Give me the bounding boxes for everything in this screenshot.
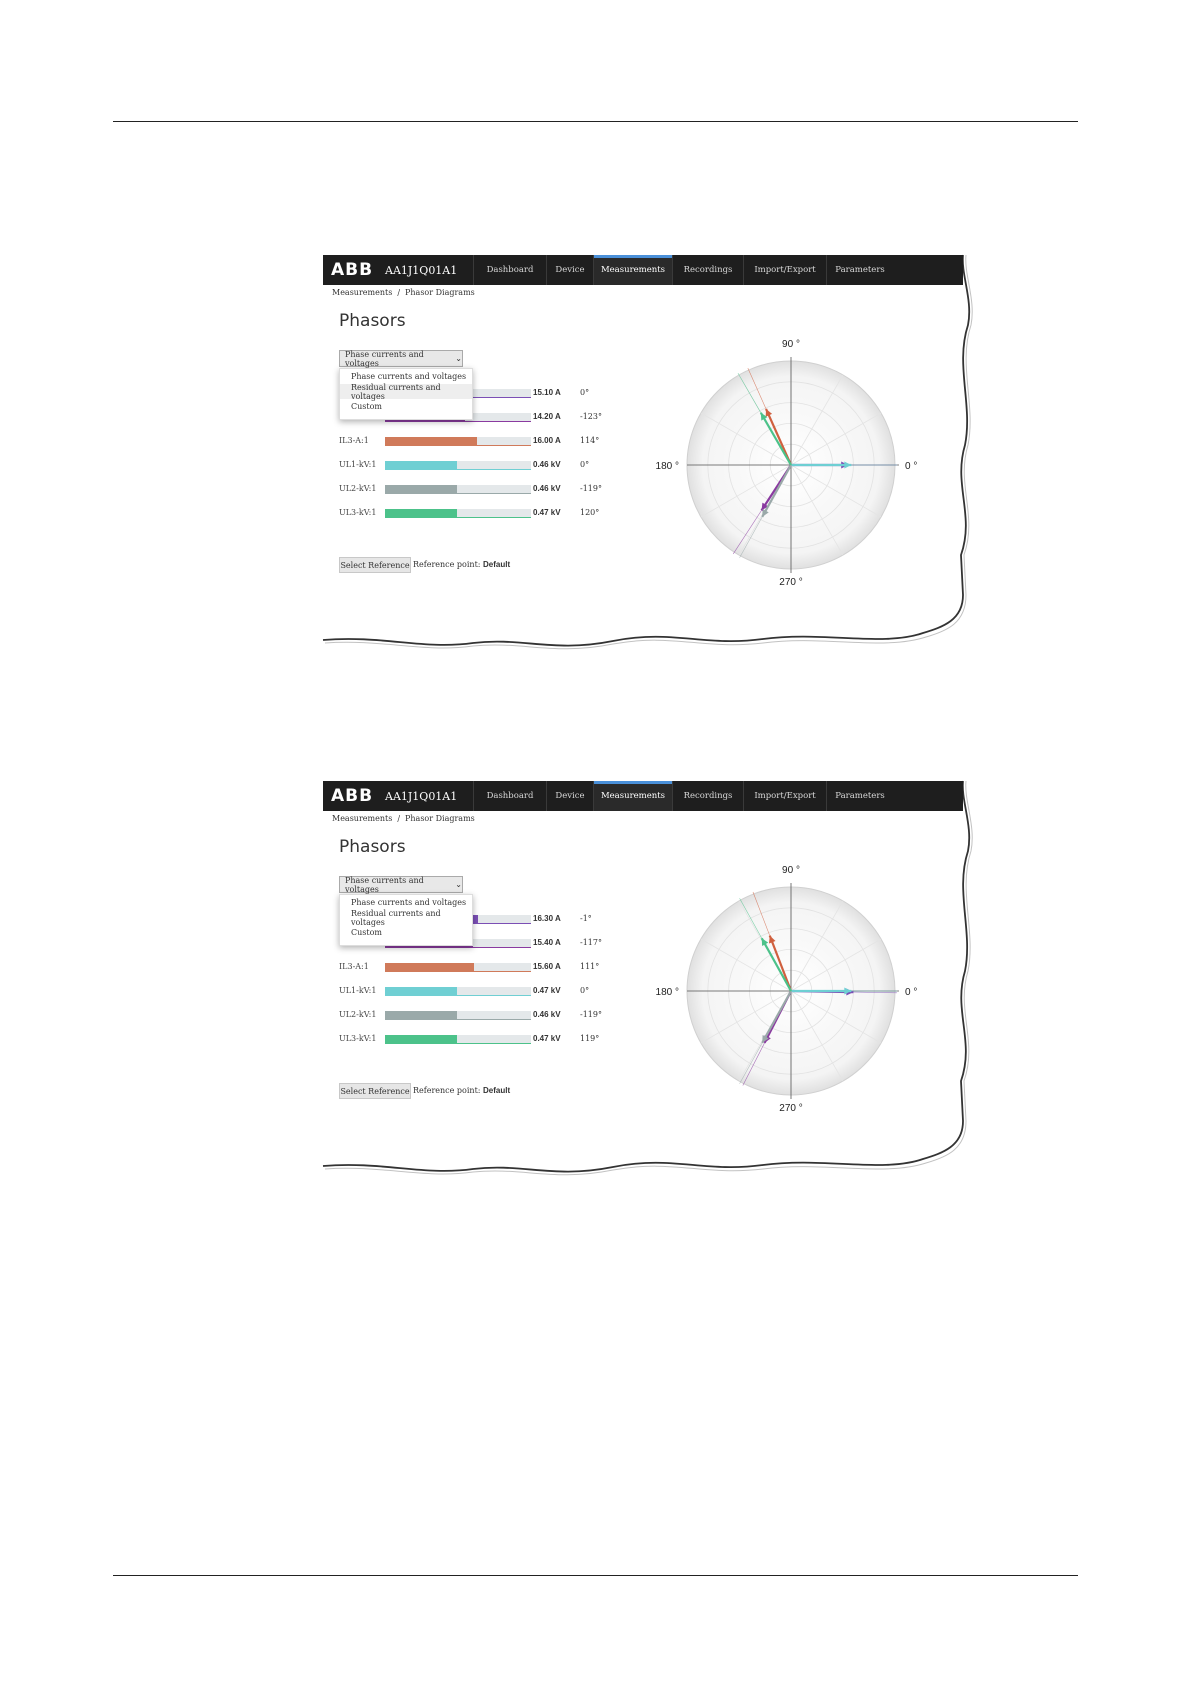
axis-label-180: 180 °	[655, 461, 679, 472]
measurement-value: 15.40 A	[533, 938, 561, 947]
axis-label-0: 0 °	[905, 461, 918, 472]
measurement-bar-fill	[385, 509, 457, 517]
measurement-angle: 0°	[580, 388, 590, 397]
breadcrumb-phasor-diagrams: Phasor Diagrams	[405, 814, 475, 823]
measurement-label: UL3-kV:1	[339, 508, 377, 517]
measurement-value: 15.60 A	[533, 962, 561, 971]
dropdown-menu	[339, 894, 473, 946]
measurement-row	[339, 434, 619, 448]
dropdown-menu	[339, 368, 473, 420]
axis-label-180: 180 °	[655, 987, 679, 998]
measurement-row	[339, 458, 619, 472]
dropdown-selected-value: Phase currents and voltages	[345, 875, 424, 894]
phasor-polar-chart	[653, 861, 953, 1121]
dropdown-option-custom[interactable]: Custom	[351, 402, 382, 411]
measurement-bar	[385, 461, 531, 470]
nav-tab-measurements[interactable]: Measurements	[593, 781, 672, 811]
measurement-value: 14.20 A	[533, 412, 561, 421]
measurement-label: UL2-kV:1	[339, 1010, 377, 1019]
measurement-value: 16.30 A	[533, 914, 561, 923]
measurement-value: 15.10 A	[533, 388, 561, 397]
breadcrumb	[332, 288, 475, 297]
phasor-polar-chart	[653, 335, 953, 595]
breadcrumb	[332, 814, 475, 823]
reference-point-label: Reference point:	[413, 560, 481, 569]
measurement-bar-fill	[385, 461, 457, 469]
measurement-angle: 114°	[580, 436, 600, 445]
device-name: AA1J1Q01A1	[385, 263, 458, 277]
axis-label-90: 90 °	[782, 339, 800, 350]
top-nav-bar	[323, 255, 963, 285]
dropdown-option-phase-currents-and-voltages[interactable]: Phase currents and voltages	[351, 372, 467, 381]
measurement-bar-fill	[385, 485, 457, 493]
measurement-row	[339, 506, 619, 520]
measurement-angle: -119°	[580, 484, 602, 493]
dropdown-selected-value: Phase currents and voltages	[345, 349, 424, 368]
measurement-value: 0.47 kV	[533, 986, 561, 995]
reference-point-value: Default	[483, 560, 511, 569]
reference-point-text	[413, 560, 510, 569]
measurement-angle: -119°	[580, 1010, 602, 1019]
measurement-label: UL2-kV:1	[339, 484, 377, 493]
measurement-angle: -123°	[580, 412, 602, 421]
screenshot-panel	[323, 255, 963, 653]
measurement-value: 0.47 kV	[533, 508, 561, 517]
reference-point-label: Reference point:	[413, 1086, 481, 1095]
abb-logo: ABB	[330, 786, 374, 806]
chevron-down-icon: ⌄	[455, 354, 462, 363]
measurement-row	[339, 984, 619, 998]
measurement-angle: 120°	[580, 508, 600, 517]
measurement-bar	[385, 509, 531, 518]
axis-label-0: 0 °	[905, 987, 918, 998]
nav-tab-device[interactable]: Device	[546, 781, 593, 811]
measurement-bar-fill	[385, 963, 474, 971]
nav-tab-measurements[interactable]: Measurements	[593, 255, 672, 285]
measurement-value: 0.46 kV	[533, 460, 561, 469]
dropdown-option-residual-currents-and-voltages[interactable]: Residual currents and voltages	[340, 384, 472, 399]
nav-tab-parameters[interactable]: Parameters	[826, 781, 893, 811]
measurement-bar-fill	[385, 1011, 457, 1019]
footer-rule	[113, 1575, 1078, 1576]
axis-label-90: 90 °	[782, 865, 800, 876]
nav-tab-parameters[interactable]: Parameters	[826, 255, 893, 285]
chevron-down-icon: ⌄	[455, 880, 462, 889]
measurement-bar	[385, 963, 531, 972]
axis-label-270: 270 °	[779, 1103, 803, 1114]
reference-point-value: Default	[483, 1086, 511, 1095]
dropdown-option-custom[interactable]: Custom	[351, 928, 382, 937]
abb-logo: ABB	[330, 260, 374, 280]
measurement-value: 16.00 A	[533, 436, 561, 445]
nav-tab-import-export[interactable]: Import/Export	[743, 255, 826, 285]
nav-tab-recordings[interactable]: Recordings	[672, 781, 743, 811]
device-name: AA1J1Q01A1	[385, 789, 458, 803]
dropdown-option-residual-currents-and-voltages[interactable]: Residual currents and voltages	[351, 908, 441, 927]
breadcrumb-measurements[interactable]: Measurements	[332, 814, 393, 823]
nav-tab-dashboard[interactable]: Dashboard	[473, 255, 546, 285]
breadcrumb-separator: /	[397, 288, 401, 297]
measurement-label: UL3-kV:1	[339, 1034, 377, 1043]
reference-point-text	[413, 1086, 510, 1095]
measurement-angle: 111°	[580, 962, 600, 971]
measurement-angle: -117°	[580, 938, 602, 947]
measurement-bar-fill	[385, 987, 457, 995]
nav-tab-device[interactable]: Device	[546, 255, 593, 285]
measurement-bar	[385, 437, 531, 446]
header-rule	[113, 121, 1078, 122]
screenshot-panel	[323, 781, 963, 1179]
measurement-label: UL1-kV:1	[339, 986, 377, 995]
measurement-row	[339, 960, 619, 974]
phasor-type-dropdown[interactable]	[339, 876, 463, 893]
breadcrumb-measurements[interactable]: Measurements	[332, 288, 393, 297]
measurement-bar	[385, 987, 531, 996]
measurement-row	[339, 1008, 619, 1022]
measurement-label: UL1-kV:1	[339, 460, 377, 469]
page-title: Phasors	[339, 837, 406, 857]
measurement-row	[339, 1032, 619, 1046]
measurement-bar-fill	[385, 437, 477, 445]
select-reference-button[interactable]: Select Reference	[339, 1083, 411, 1099]
phasor-type-dropdown[interactable]	[339, 350, 463, 367]
measurement-value: 0.46 kV	[533, 484, 561, 493]
measurement-angle: 119°	[580, 1034, 600, 1043]
nav-tab-import-export[interactable]: Import/Export	[743, 781, 826, 811]
measurement-angle: -1°	[580, 914, 592, 923]
nav-tab-recordings[interactable]: Recordings	[672, 255, 743, 285]
measurement-label: IL3-A:1	[339, 436, 369, 445]
axis-label-270: 270 °	[779, 577, 803, 588]
measurement-bar	[385, 1011, 531, 1020]
breadcrumb-separator: /	[397, 814, 401, 823]
measurement-bar-fill	[385, 1035, 457, 1043]
top-nav-bar	[323, 781, 963, 811]
measurement-bar	[385, 485, 531, 494]
measurement-angle: 0°	[580, 460, 590, 469]
measurement-bar	[385, 1035, 531, 1044]
dropdown-option-phase-currents-and-voltages[interactable]: Phase currents and voltages	[351, 898, 467, 907]
measurement-label: IL3-A:1	[339, 962, 369, 971]
measurement-angle: 0°	[580, 986, 590, 995]
select-reference-button[interactable]: Select Reference	[339, 557, 411, 573]
measurement-row	[339, 482, 619, 496]
page-title: Phasors	[339, 311, 406, 331]
breadcrumb-phasor-diagrams: Phasor Diagrams	[405, 288, 475, 297]
measurement-value: 0.47 kV	[533, 1034, 561, 1043]
nav-tab-dashboard[interactable]: Dashboard	[473, 781, 546, 811]
measurement-value: 0.46 kV	[533, 1010, 561, 1019]
